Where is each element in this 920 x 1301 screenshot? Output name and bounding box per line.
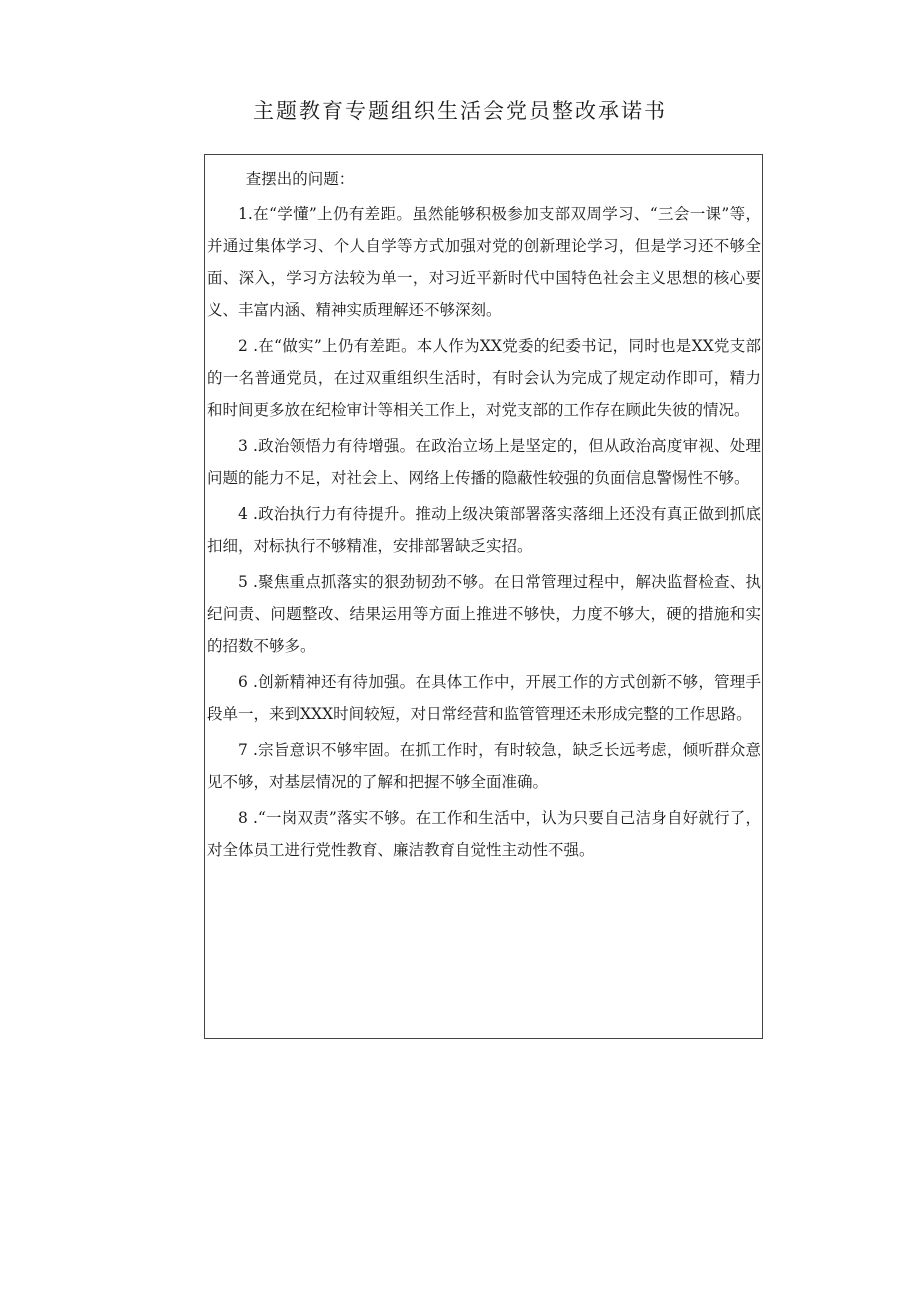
issue-item-6: 6 .创新精神还有待加强。在具体工作中，开展工作的方式创新不够，管理手段单一，来到XXX时间较短，对日常经营和监管管理还未形成完整的工作思路。 xyxy=(207,673,761,723)
issue-item-8: 8 .“一岗双责”落实不够。在工作和生活中，认为只要自己洁身自好就行了，对全体员工进行党性教育、廉洁教育自觉性主动性不强。 xyxy=(207,809,761,859)
issue-item-4: 4 .政治执行力有待提升。推动上级决策部署落实落细上还没有真正做到抓底扣细，对标执行不够精准，安排部署缺乏实招。 xyxy=(207,505,761,555)
issue-item-7: 7 .宗旨意识不够牢固。在抓工作时，有时较急，缺乏长远考虑，倾听群众意见不够，对基层情况的了解和把握不够全面准确。 xyxy=(207,741,761,791)
document-title: 主题教育专题组织生活会党员整改承诺书 xyxy=(253,99,667,123)
issue-item-1: 1.在“学懂”上仍有差距。虽然能够积极参加支部双周学习、“三会一课”等，并通过集体学习、个人自学等方式加强对党的创新理论学习，但是学习还不够全面、深入，学习方法较为单一，对习近平新时代中国特色社会主义思想的核心要义、丰富内涵、精神实质理解还不够深刻。 xyxy=(207,205,761,319)
issues-body xyxy=(207,163,761,870)
section-heading: 查摆出的问题： xyxy=(245,170,355,188)
issue-item-3: 3 .政治领悟力有待增强。在政治立场上是坚定的，但从政治高度审视、处理问题的能力不足，对社会上、网络上传播的隐蔽性较强的负面信息警惕性不够。 xyxy=(207,437,761,487)
issue-item-5: 5 .聚焦重点抓落实的狠劲韧劲不够。在日常管理过程中，解决监督检查、执纪问责、问题整改、结果运用等方面上推进不够快，力度不够大，硬的措施和实的招数不够多。 xyxy=(207,573,761,655)
issue-item-2: 2 .在“做实”上仍有差距。本人作为XX党委的纪委书记，同时也是XX党支部的一名普通党员，在过双重组织生活时，有时会认为完成了规定动作即可，精力和时间更多放在纪检审计等相关工作上，对党支部的工作存在顾此失彼的情况。 xyxy=(207,337,761,419)
